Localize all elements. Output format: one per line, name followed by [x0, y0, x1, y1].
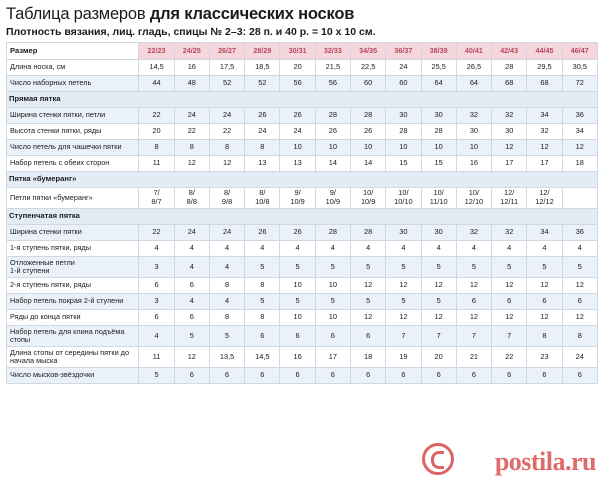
cell: 18 [351, 347, 386, 368]
cell: 14 [351, 156, 386, 172]
cell: 6 [174, 278, 209, 294]
row-label: Число мысков-звёздочки [7, 368, 139, 384]
cell: 6 [280, 326, 315, 347]
cell: 4 [421, 241, 456, 257]
table-row [7, 326, 598, 347]
cell: 10 [280, 310, 315, 326]
cell: 20 [421, 347, 456, 368]
cell: 7 [456, 326, 491, 347]
cell: 30 [492, 124, 527, 140]
table-row [7, 209, 598, 225]
cell: 4 [386, 241, 421, 257]
cell: 12 [562, 278, 597, 294]
cell: 10 [421, 140, 456, 156]
cell: 22 [492, 347, 527, 368]
cell: 36 [562, 225, 597, 241]
cell: 20 [280, 60, 315, 76]
table-row [7, 140, 598, 156]
cell: 6 [315, 326, 350, 347]
cell: 6 [456, 294, 491, 310]
cell: 4 [562, 241, 597, 257]
cell: 5 [527, 257, 562, 278]
cell: 24 [209, 225, 244, 241]
cell: 20 [139, 124, 174, 140]
cell: 4 [209, 294, 244, 310]
table-row [7, 294, 598, 310]
cell: 13 [280, 156, 315, 172]
cell: 68 [527, 76, 562, 92]
cell: 12 [174, 347, 209, 368]
watermark-text: postila [494, 447, 565, 476]
cell: 18,5 [245, 60, 280, 76]
size-header-7: 36/37 [386, 43, 421, 60]
cell: 6 [280, 368, 315, 384]
table-row [7, 108, 598, 124]
table-row [7, 257, 598, 278]
table-row [7, 76, 598, 92]
cell: 34 [527, 225, 562, 241]
cell: 12 [527, 140, 562, 156]
cell: 10/ 12/10 [456, 188, 491, 209]
cell: 10 [315, 140, 350, 156]
cell: 10 [456, 140, 491, 156]
row-label: 2-я ступень пятки, ряды [7, 278, 139, 294]
cell: 5 [245, 257, 280, 278]
row-label: Набор петель для клина подъёма стопы [7, 326, 139, 347]
cell: 8/ 10/8 [245, 188, 280, 209]
cell: 14 [315, 156, 350, 172]
watermark-icon [422, 443, 454, 475]
cell: 28 [315, 225, 350, 241]
cell: 3 [139, 257, 174, 278]
size-header-9: 40/41 [456, 43, 491, 60]
size-header-12: 46/47 [562, 43, 597, 60]
table-row [7, 92, 598, 108]
cell: 12 [527, 278, 562, 294]
cell: 6 [174, 368, 209, 384]
cell: 17 [315, 347, 350, 368]
cell: 5 [386, 294, 421, 310]
cell: 64 [456, 76, 491, 92]
cell: 8 [245, 278, 280, 294]
cell: 6 [315, 368, 350, 384]
cell: 4 [456, 241, 491, 257]
cell: 30 [386, 225, 421, 241]
cell: 9/ 10/9 [315, 188, 350, 209]
cell: 32 [456, 225, 491, 241]
cell: 60 [386, 76, 421, 92]
cell: 7 [386, 326, 421, 347]
cell: 12 [562, 140, 597, 156]
cell: 11 [139, 156, 174, 172]
section-band-straight-heel: Прямая пятка [7, 92, 598, 108]
cell: 12 [456, 278, 491, 294]
cell: 14,5 [139, 60, 174, 76]
cell: 5 [280, 257, 315, 278]
cell: 6 [562, 294, 597, 310]
size-header-11: 44/45 [527, 43, 562, 60]
cell: 18 [562, 156, 597, 172]
cell: 10 [351, 140, 386, 156]
table-row [7, 241, 598, 257]
row-label: Петли пятки «бумеранг» [7, 188, 139, 209]
cell: 5 [421, 257, 456, 278]
cell: 30 [421, 108, 456, 124]
cell: 5 [386, 257, 421, 278]
cell: 5 [245, 294, 280, 310]
page-title [0, 0, 604, 26]
cell: 60 [351, 76, 386, 92]
table-row [7, 43, 598, 60]
cell: 28 [315, 108, 350, 124]
cell: 9/ 10/9 [280, 188, 315, 209]
size-header-8: 38/39 [421, 43, 456, 60]
cell [562, 188, 597, 209]
cell: 8/ 8/8 [174, 188, 209, 209]
size-header-4: 30/31 [280, 43, 315, 60]
cell: 6 [527, 368, 562, 384]
size-header-5: 32/33 [315, 43, 350, 60]
cell: 6 [562, 368, 597, 384]
table-row [7, 60, 598, 76]
size-header-0: 22/23 [139, 43, 174, 60]
cell: 5 [315, 294, 350, 310]
cell: 15 [421, 156, 456, 172]
cell: 12 [421, 310, 456, 326]
cell: 6 [174, 310, 209, 326]
cell: 6 [245, 368, 280, 384]
cell: 72 [562, 76, 597, 92]
cell: 10 [315, 278, 350, 294]
cell: 6 [139, 278, 174, 294]
cell: 4 [139, 326, 174, 347]
cell: 5 [139, 368, 174, 384]
cell: 6 [245, 326, 280, 347]
row-label: Число петель для чашечки пятки [7, 140, 139, 156]
cell: 44 [139, 76, 174, 92]
cell: 30 [386, 108, 421, 124]
cell: 26 [245, 225, 280, 241]
cell: 5 [562, 257, 597, 278]
cell: 10 [280, 140, 315, 156]
cell: 12 [527, 310, 562, 326]
cell: 34 [527, 108, 562, 124]
cell: 11 [139, 347, 174, 368]
cell: 24 [209, 108, 244, 124]
cell: 52 [245, 76, 280, 92]
table-row [7, 347, 598, 368]
cell: 68 [492, 76, 527, 92]
size-header-10: 42/43 [492, 43, 527, 60]
cell: 4 [527, 241, 562, 257]
table-row [7, 225, 598, 241]
cell: 4 [209, 257, 244, 278]
size-header-2: 26/27 [209, 43, 244, 60]
cell: 28 [351, 225, 386, 241]
cell: 19 [386, 347, 421, 368]
cell: 10 [315, 310, 350, 326]
cell: 25,5 [421, 60, 456, 76]
table-row [7, 188, 598, 209]
watermark-tld: .ru [565, 447, 596, 476]
cell: 8 [209, 140, 244, 156]
cell: 6 [351, 368, 386, 384]
cell: 36 [562, 108, 597, 124]
cell: 8 [174, 140, 209, 156]
size-table-body [7, 43, 598, 384]
cell: 7 [492, 326, 527, 347]
cell: 10/ 10/9 [351, 188, 386, 209]
cell: 10/ 11/10 [421, 188, 456, 209]
cell: 6 [139, 310, 174, 326]
table-row [7, 368, 598, 384]
cell: 4 [315, 241, 350, 257]
cell: 26 [280, 225, 315, 241]
cell: 6 [351, 326, 386, 347]
cell: 12 [562, 310, 597, 326]
cell: 8 [209, 278, 244, 294]
cell: 17 [527, 156, 562, 172]
size-table [6, 42, 598, 384]
cell: 17,5 [209, 60, 244, 76]
cell: 30 [421, 225, 456, 241]
cell: 4 [174, 294, 209, 310]
row-label: Длина носка, см [7, 60, 139, 76]
cell: 3 [139, 294, 174, 310]
cell: 12 [174, 156, 209, 172]
cell: 28 [351, 108, 386, 124]
cell: 8 [245, 140, 280, 156]
cell: 22 [139, 108, 174, 124]
cell: 10 [386, 140, 421, 156]
section-band-boomerang-heel: Пятка «бумеранг» [7, 172, 598, 188]
cell: 34 [562, 124, 597, 140]
size-header-label: Размер [7, 43, 139, 60]
cell: 5 [351, 257, 386, 278]
row-label: Ширина стенки пятки [7, 225, 139, 241]
cell: 12 [421, 278, 456, 294]
cell: 26 [351, 124, 386, 140]
cell: 12 [456, 310, 491, 326]
cell: 30,5 [562, 60, 597, 76]
cell: 12 [492, 140, 527, 156]
page-title-part1: Таблица размеров [6, 5, 150, 23]
cell: 12 [209, 156, 244, 172]
cell: 24 [562, 347, 597, 368]
cell: 16 [280, 347, 315, 368]
cell: 26 [315, 124, 350, 140]
cell: 24 [386, 60, 421, 76]
cell: 5 [421, 294, 456, 310]
table-row [7, 124, 598, 140]
cell: 12/ 12/11 [492, 188, 527, 209]
cell: 22 [209, 124, 244, 140]
cell: 22,5 [351, 60, 386, 76]
cell: 30 [456, 124, 491, 140]
cell: 8 [562, 326, 597, 347]
cell: 5 [209, 326, 244, 347]
cell: 12 [386, 278, 421, 294]
cell: 5 [174, 326, 209, 347]
cell: 10/ 10/10 [386, 188, 421, 209]
cell: 13 [245, 156, 280, 172]
cell: 21,5 [315, 60, 350, 76]
cell: 8/ 9/8 [209, 188, 244, 209]
cell: 4 [245, 241, 280, 257]
cell: 5 [280, 294, 315, 310]
cell: 23 [527, 347, 562, 368]
cell: 6 [492, 294, 527, 310]
cell: 6 [209, 368, 244, 384]
cell: 4 [492, 241, 527, 257]
cell: 16 [174, 60, 209, 76]
cell: 29,5 [527, 60, 562, 76]
cell: 24 [174, 225, 209, 241]
cell: 4 [139, 241, 174, 257]
cell: 6 [386, 368, 421, 384]
cell: 10 [280, 278, 315, 294]
cell: 28 [386, 124, 421, 140]
cell: 13,5 [209, 347, 244, 368]
cell: 5 [492, 257, 527, 278]
cell: 64 [421, 76, 456, 92]
section-band-step-heel: Ступенчатая пятка [7, 209, 598, 225]
row-label: Длина стопы от середины пятки до начала мыска [7, 347, 139, 368]
cell: 28 [492, 60, 527, 76]
cell: 32 [492, 108, 527, 124]
table-row [7, 278, 598, 294]
cell: 8 [139, 140, 174, 156]
cell: 32 [456, 108, 491, 124]
cell: 8 [527, 326, 562, 347]
cell: 4 [174, 257, 209, 278]
cell: 4 [280, 241, 315, 257]
cell: 7 [421, 326, 456, 347]
size-header-6: 34/35 [351, 43, 386, 60]
cell: 6 [421, 368, 456, 384]
cell: 21 [456, 347, 491, 368]
row-label: Отложенные петли 1-й ступени [7, 257, 139, 278]
cell: 12 [492, 278, 527, 294]
cell: 5 [456, 257, 491, 278]
cell: 28 [421, 124, 456, 140]
cell: 17 [492, 156, 527, 172]
cell: 6 [456, 368, 491, 384]
cell: 26 [280, 108, 315, 124]
cell: 15 [386, 156, 421, 172]
row-label: 1-я ступень пятки, ряды [7, 241, 139, 257]
cell: 56 [280, 76, 315, 92]
cell: 48 [174, 76, 209, 92]
size-header-1: 24/25 [174, 43, 209, 60]
cell: 5 [351, 294, 386, 310]
watermark [495, 447, 596, 477]
cell: 12 [351, 310, 386, 326]
cell: 16 [456, 156, 491, 172]
cell: 8 [245, 310, 280, 326]
row-label: Ряды до конца пятки [7, 310, 139, 326]
row-label: Набор петель с обеих сторон [7, 156, 139, 172]
cell: 12 [386, 310, 421, 326]
cell: 4 [209, 241, 244, 257]
cell: 12/ 12/12 [527, 188, 562, 209]
page-subtitle: Плотность вязания, лиц. гладь, спицы № 2–3: 28 п. и 40 р. = 10 х 10 см. [6, 26, 376, 38]
page-title-part2: для классических носков [149, 5, 355, 23]
cell: 5 [315, 257, 350, 278]
table-row [7, 156, 598, 172]
size-header-3: 28/29 [245, 43, 280, 60]
table-row [7, 310, 598, 326]
cell: 6 [492, 368, 527, 384]
cell: 24 [174, 108, 209, 124]
cell: 32 [492, 225, 527, 241]
cell: 12 [492, 310, 527, 326]
cell: 24 [245, 124, 280, 140]
row-label: Набор петель покрая 2-й ступени [7, 294, 139, 310]
row-label: Число наборных петель [7, 76, 139, 92]
cell: 6 [527, 294, 562, 310]
row-label: Высота стенки пятки, ряды [7, 124, 139, 140]
cell: 14,5 [245, 347, 280, 368]
row-label: Ширина стенки пятки, петли [7, 108, 139, 124]
cell: 7/ 8/7 [139, 188, 174, 209]
cell: 22 [139, 225, 174, 241]
cell: 26 [245, 108, 280, 124]
cell: 12 [351, 278, 386, 294]
table-row [7, 172, 598, 188]
cell: 56 [315, 76, 350, 92]
cell: 4 [351, 241, 386, 257]
cell: 26,5 [456, 60, 491, 76]
cell: 24 [280, 124, 315, 140]
cell: 52 [209, 76, 244, 92]
cell: 8 [209, 310, 244, 326]
cell: 4 [174, 241, 209, 257]
cell: 22 [174, 124, 209, 140]
cell: 32 [527, 124, 562, 140]
